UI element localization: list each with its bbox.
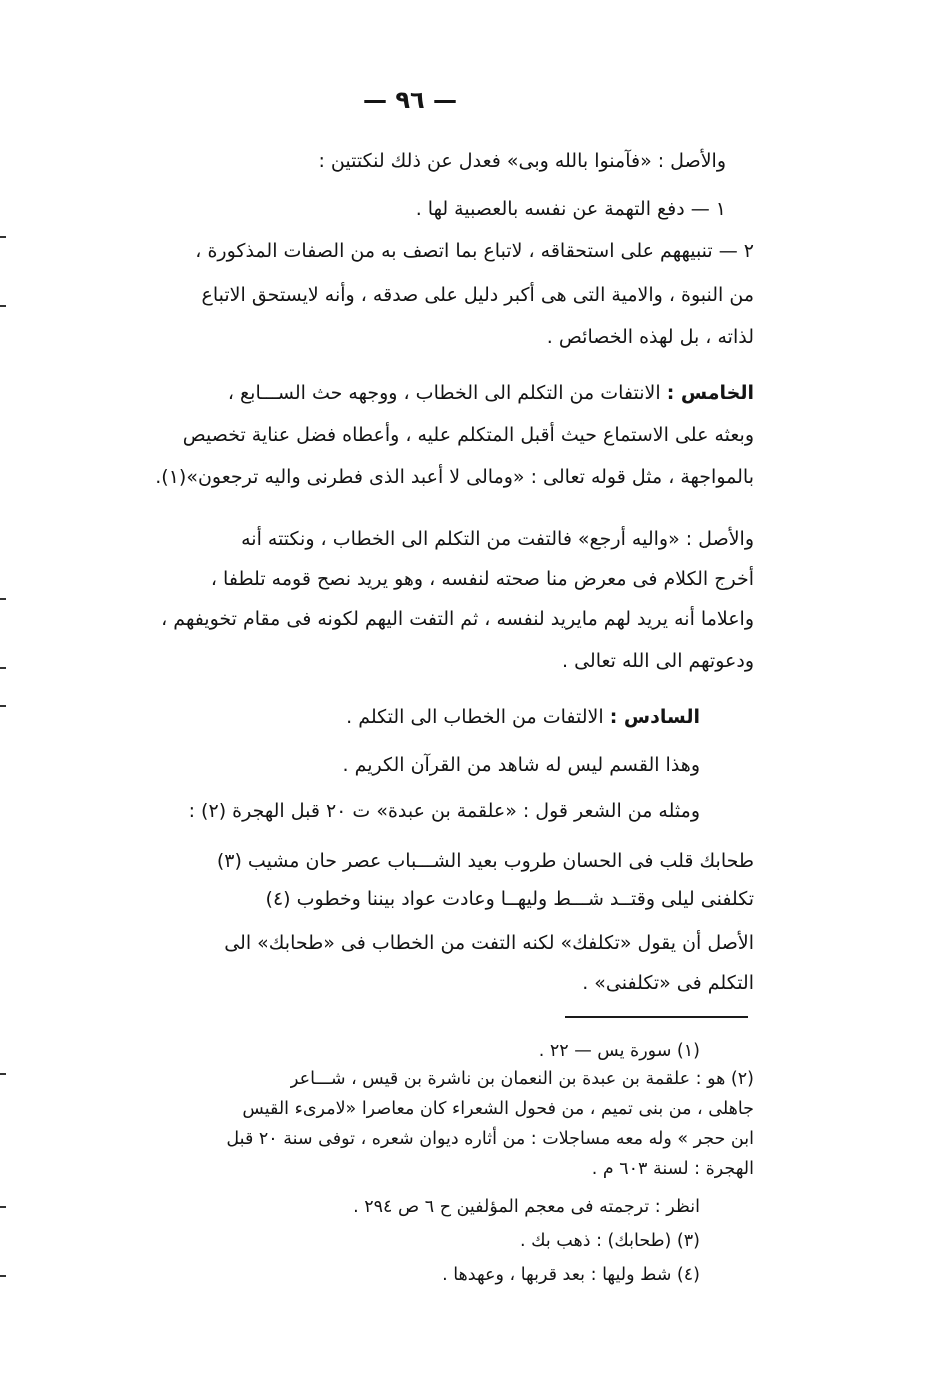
body-line: والأصل : «واليه أرجع» فالتفت من التكلم الى الخطاب ، ونكتته أنه (241, 528, 754, 550)
scan-mark (0, 1206, 6, 1208)
heading-khamis: الخامس : (666, 382, 754, 404)
body-line: وهذا القسم ليس له شاهد من القرآن الكريم . (342, 754, 700, 776)
body-text: الالتفات من الخطاب الى التكلم . (346, 706, 604, 728)
body-line: ١ — دفع التهمة عن نفسه بالعصبية لها . (415, 198, 726, 220)
scan-mark (0, 236, 6, 238)
body-line: وبعثه على الاستماع حيث أقبل المتكلم عليه ، وأعطاه فضل عناية تخصيص (182, 424, 754, 446)
scan-mark (0, 598, 6, 600)
heading-sadis: السادس : (609, 706, 700, 728)
footnote: (٣) (طحابك) : ذهب بك . (520, 1231, 700, 1251)
body-line: ودعوتهم الى الله تعالى . (562, 650, 754, 672)
body-line: بالمواجهة ، مثل قوله تعالى : «ومالى لا أعبد الذى فطرنى واليه ترجعون»(١). (155, 466, 754, 488)
footnote: انظر : ترجمته فى معجم المؤلفين ح ٦ ص ٢٩٤ . (353, 1197, 700, 1217)
body-line: والأصل : «فآمنوا بالله وبى» فعدل عن ذلك لنكتتين : (318, 150, 726, 172)
page-number: — ٩٦ — (362, 86, 457, 114)
body-text: الانتفات من التكلم الى الخطاب ، ووجهه حث الســـابع ، (227, 382, 661, 404)
paragraph-sadis (346, 702, 700, 734)
body-line: أخرج الكلام فى معرض منا صحته لنفسه ، وهو يريد نصح قومه تلطفا ، (210, 568, 754, 590)
body-line: من النبوة ، والامية التى هى أكبر دليل على صدقه ، وأنه لايستحق الاتباع (201, 284, 754, 306)
body-line: ٢ — تنبيههم على استحقاقه ، لاتباع بما اتصف به من الصفات المذكورة ، (195, 240, 754, 262)
footnote: ابن حجر » وله معه مساجلات : من أثاره ديوان شعره ، توفى سنة ٢٠ قبل (226, 1129, 754, 1149)
body-line: الأصل أن يقول «تكلفك» لكنه التفت من الخطاب فى «طحابك» الى (224, 932, 754, 954)
body-line: ومثله من الشعر قول : «علقمة بن عبدة» ت ٢٠ قبل الهجرة (٢) : (188, 800, 700, 822)
poem-verse: تكلفنى ليلى وقتــد شـــط وليهــا وعادت عواد بيننا وخطوب (٤) (265, 888, 754, 910)
body-line: التكلم فى «تكلفنى» . (582, 972, 754, 994)
footnote: جاهلى ، من بنى تميم ، من فحول الشعراء كان معاصرا «لامرىء القيس (242, 1099, 754, 1119)
footnote: الهجرة : لسنة ٦٠٣ م . (591, 1159, 754, 1179)
scan-mark (0, 305, 6, 307)
body-line: واعلاما أنه يريد لهم مايريد لنفسه ، ثم التفت اليهم لكونه فى مقام تخويفهم ، (161, 608, 754, 630)
scan-mark (0, 1073, 6, 1075)
scan-mark (0, 1275, 6, 1277)
footnote-separator (565, 1016, 748, 1018)
footnote: (٢) هو : علقمة بن عبدة بن النعمان بن ناشرة بن قيس ، شـــاعر (290, 1069, 754, 1089)
poem-verse: طحابك قلب فى الحسان طروب بعيد الشـــباب عصر حان مشيب (٣) (216, 850, 754, 872)
body-line: لذاته ، بل لهذه الخصائص . (546, 326, 754, 348)
footnote: (١) سورة يس — ٢٢ . (538, 1041, 700, 1061)
paragraph-khamis (228, 378, 754, 410)
scan-mark (0, 705, 6, 707)
scan-mark (0, 667, 6, 669)
footnote: (٤) شط وليها : بعد قربها ، وعهدها . (442, 1265, 700, 1285)
